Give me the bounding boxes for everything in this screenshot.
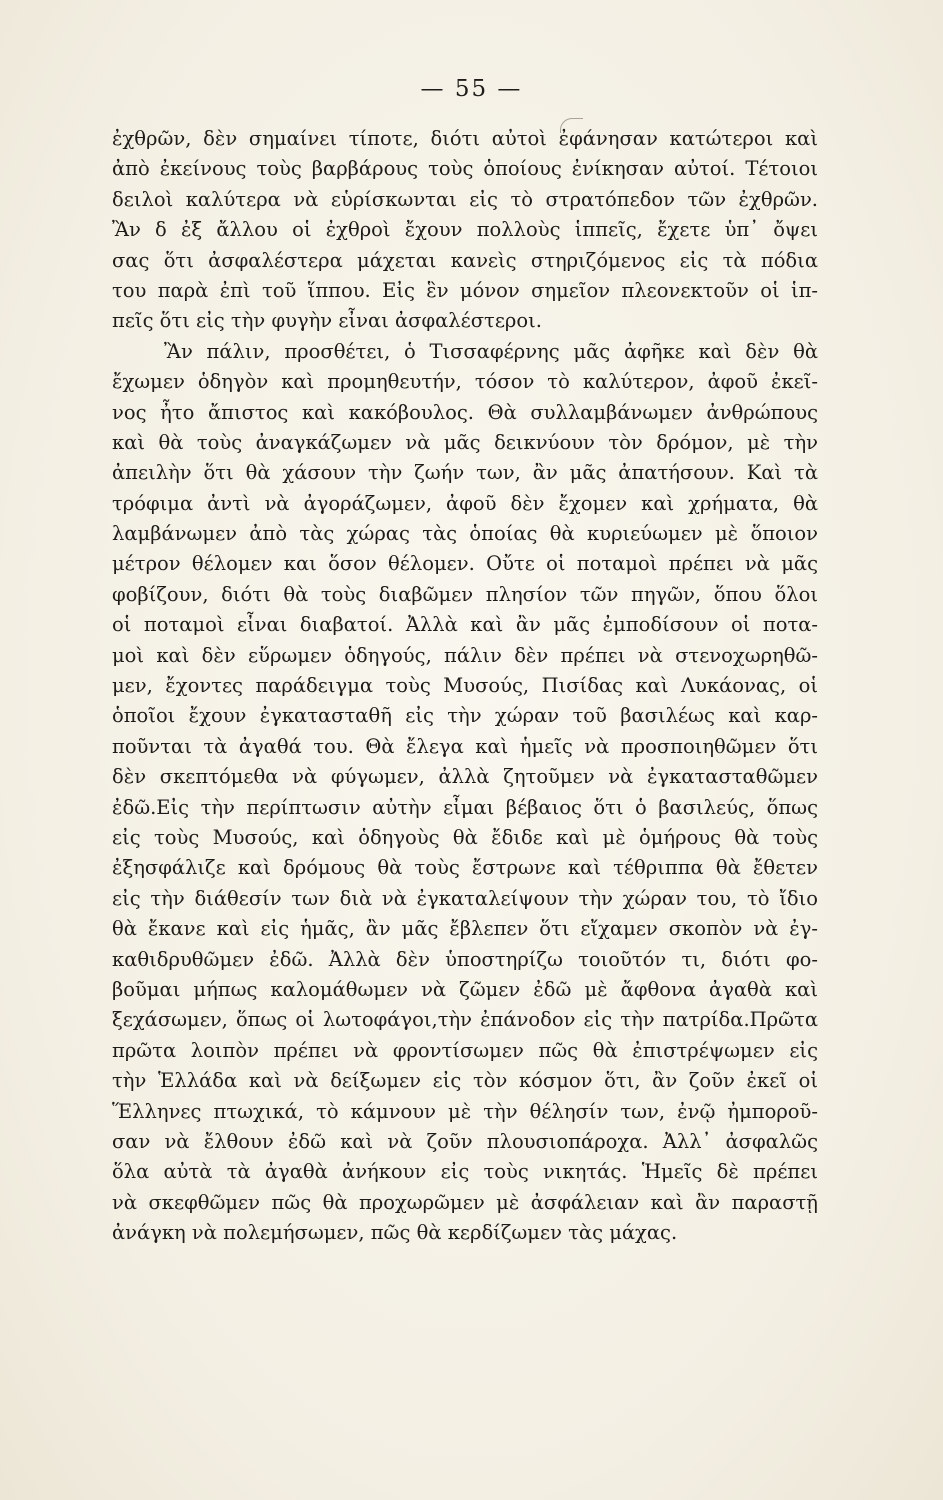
text-line: εἰς τὴν διάθεσίν των διὰ νὰ ἐγκαταλείψουν τὴν χώραν του, τὸ ἴδιο <box>112 886 818 910</box>
text-line: δειλοὶ καλύτερα νὰ εὑρίσκωνται εἰς τὸ στρατόπεδον τῶν ἐχθρῶν. <box>112 187 818 211</box>
text-line: ἐχθρῶν, δὲν σημαίνει τίποτε, διότι αὐτοὶ ἐφάνησαν κατώτεροι καὶ <box>112 127 818 150</box>
text-line: πρῶτα λοιπὸν πρέπει νὰ φροντίσωμεν πῶς θὰ ἐπιστρέψωμεν εἰς <box>112 1038 818 1062</box>
text-line: τὴν Ἑλλάδα καὶ νὰ δείξωμεν εἰς τὸν κόσμον ὅτι, ἂν ζοῦν ἐκεῖ οἱ <box>112 1069 818 1093</box>
page-number: — 55 — <box>420 76 523 102</box>
text-line: ἀπειλὴν ὅτι θὰ χάσουν τὴν ζωήν των, ἂν μᾶς ἀπατήσουν. Καὶ τὰ <box>112 461 818 485</box>
text-line: ξεχάσωμεν, ὅπως οἱ λωτοφάγοι,τὴν ἐπάνοδον εἰς τὴν πατρίδα.Πρῶτα <box>112 1008 818 1032</box>
text-line: βοῦμαι μήπως καλομάθωμεν νὰ ζῶμεν ἐδῶ μὲ ἄφθονα ἀγαθὰ καὶ <box>112 977 818 1001</box>
text-line: μοὶ καὶ δὲν εὕρωμεν ὁδηγούς, πάλιν δὲν πρέπει νὰ στενοχωρηθῶ- <box>112 643 818 667</box>
text-line: φοβίζουν, διότι θὰ τοὺς διαβῶμεν πλησίον τῶν πηγῶν, ὅπου ὅλοι <box>112 582 818 606</box>
text-line: θὰ ἔκανε καὶ εἰς ἡμᾶς, ἂν μᾶς ἔβλεπεν ὅτι εἴχαμεν σκοπὸν νὰ ἐγ- <box>112 917 818 941</box>
text-line: λαμβάνωμεν ἀπὸ τὰς χώρας τὰς ὁποίας θὰ κυριεύωμεν μὲ ὅποιον <box>112 522 818 546</box>
text-line: Ἕλληνες πτωχικά, τὸ κάμνουν μὲ τὴν θέλησίν των, ἐνῷ ἠμποροῦ- <box>112 1099 818 1123</box>
text-line: ὁποῖοι ἔχουν ἐγκατασταθῆ εἰς τὴν χώραν τοῦ βασιλέως καὶ καρ- <box>112 704 818 728</box>
text-line: ἀνάγκη νὰ πολεμήσωμεν, πῶς θὰ κερδίζωμεν τὰς μάχας. <box>112 1221 678 1245</box>
text-line: καὶ θὰ τοὺς ἀναγκάζωμεν νὰ μᾶς δεικνύουν τὸν δρόμον, μὲ τὴν <box>112 430 818 454</box>
text-line: οἱ ποταμοὶ εἶναι διαβατοί. Ἀλλὰ καὶ ἂν μᾶς ἐμποδίσουν οἱ ποτα- <box>112 613 818 637</box>
body-text <box>112 124 818 1248</box>
text-line: σας ὅτι ἀσφαλέστερα μάχεται κανεὶς στηριζόμενος εἰς τὰ πόδια <box>112 248 818 272</box>
text-line: δὲν σκεπτόμεθα νὰ φύγωμεν, ἀλλὰ ζητοῦμεν νὰ ἐγκατασταθῶμεν <box>112 765 818 789</box>
text-line: νος ἦτο ἄπιστος καὶ κακόβουλος. Θὰ συλλαμβάνωμεν ἀνθρώπους <box>112 400 818 424</box>
text-line: ἀπὸ ἐκείνους τοὺς βαρβάρους τοὺς ὁποίους ἐνίκησαν αὐτοί. Τέτοιοι <box>112 157 818 181</box>
text-line: πεῖς ὅτι εἰς τὴν φυγὴν εἶναι ἀσφαλέστεροι. <box>112 309 542 333</box>
text-line: ὅλα αὐτὰ τὰ ἀγαθὰ ἀνήκουν εἰς τοὺς νικητάς. Ἡμεῖς δὲ πρέπει <box>112 1160 818 1184</box>
text-line: νὰ σκεφθῶμεν πῶς θὰ προχωρῶμεν μὲ ἀσφάλειαν καὶ ἂν παραστῇ <box>112 1190 818 1214</box>
text-line: ἔχωμεν ὁδηγὸν καὶ προμηθευτήν, τόσον τὸ καλύτερον, ἀφοῦ ἐκεῖ- <box>112 370 818 394</box>
text-line: ἐδῶ.Εἰς τὴν περίπτωσιν αὐτὴν εἶμαι βέβαιος ὅτι ὁ βασιλεύς, ὅπως <box>112 795 818 819</box>
text-line: σαν νὰ ἔλθουν ἐδῶ καὶ νὰ ζοῦν πλουσιοπάροχα. Ἀλλ᾽ ἀσφαλῶς <box>112 1129 818 1153</box>
text-line: Ἂν δ ἐξ ἄλλου οἱ ἐχθροὶ ἔχουν πολλοὺς ἱππεῖς, ἔχετε ὑπ᾽ ὄψει <box>112 218 818 242</box>
text-line: μέτρον θέλομεν και ὅσον θέλομεν. Οὔτε οἱ ποταμοὶ πρέπει νὰ μᾶς <box>112 552 818 576</box>
text-line: Ἂν πάλιν, προσθέτει, ὁ Τισσαφέρνης μᾶς ἀφῆκε καὶ δὲν θὰ <box>164 339 818 363</box>
text-line: ἐξησφάλιζε καὶ δρόμους θὰ τοὺς ἔστρωνε καὶ τέθριππα θὰ ἔθετεν <box>112 856 818 880</box>
text-line: του παρὰ ἐπὶ τοῦ ἵππου. Εἰς ἓν μόνον σημεῖον πλεονεκτοῦν οἱ ἱπ- <box>112 278 818 302</box>
text-line: μεν, ἔχοντες παράδειγμα τοὺς Μυσούς, Πισίδας καὶ Λυκάονας, οἱ <box>112 674 818 698</box>
text-line: εἰς τοὺς Μυσούς, καὶ ὁδηγοὺς θὰ ἔδιδε καὶ μὲ ὁμήρους θὰ τοὺς <box>112 825 818 849</box>
text-line: τρόφιμα ἀντὶ νὰ ἀγοράζωμεν, ἀφοῦ δὲν ἔχομεν καὶ χρήματα, θὰ <box>112 491 818 515</box>
text-line: ποῦνται τὰ ἀγαθά του. Θὰ ἔλεγα καὶ ἡμεῖς νὰ προσποιηθῶμεν ὅτι <box>112 734 818 758</box>
text-line: καθιδρυθῶμεν ἐδῶ. Ἀλλὰ δὲν ὑποστηρίζω τοιοῦτόν τι, διότι φο- <box>112 947 818 971</box>
